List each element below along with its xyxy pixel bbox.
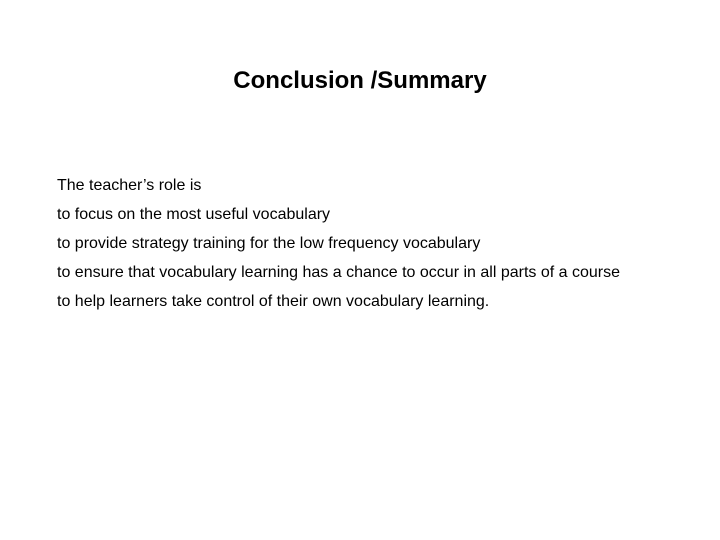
body-line-strategy: to provide strategy training for the low frequency vocabulary — [57, 235, 481, 252]
body-line-focus: to focus on the most useful vocabulary — [57, 206, 331, 223]
body-line-intro: The teacher’s role is — [57, 177, 202, 194]
body-line-control: to help learners take control of their own vocabulary learning. — [57, 293, 490, 310]
slide-body — [57, 176, 667, 321]
slide-title: Conclusion /Summary — [233, 67, 487, 94]
body-line-ensure: to ensure that vocabulary learning has a chance to occur in all parts of a course — [57, 264, 620, 281]
